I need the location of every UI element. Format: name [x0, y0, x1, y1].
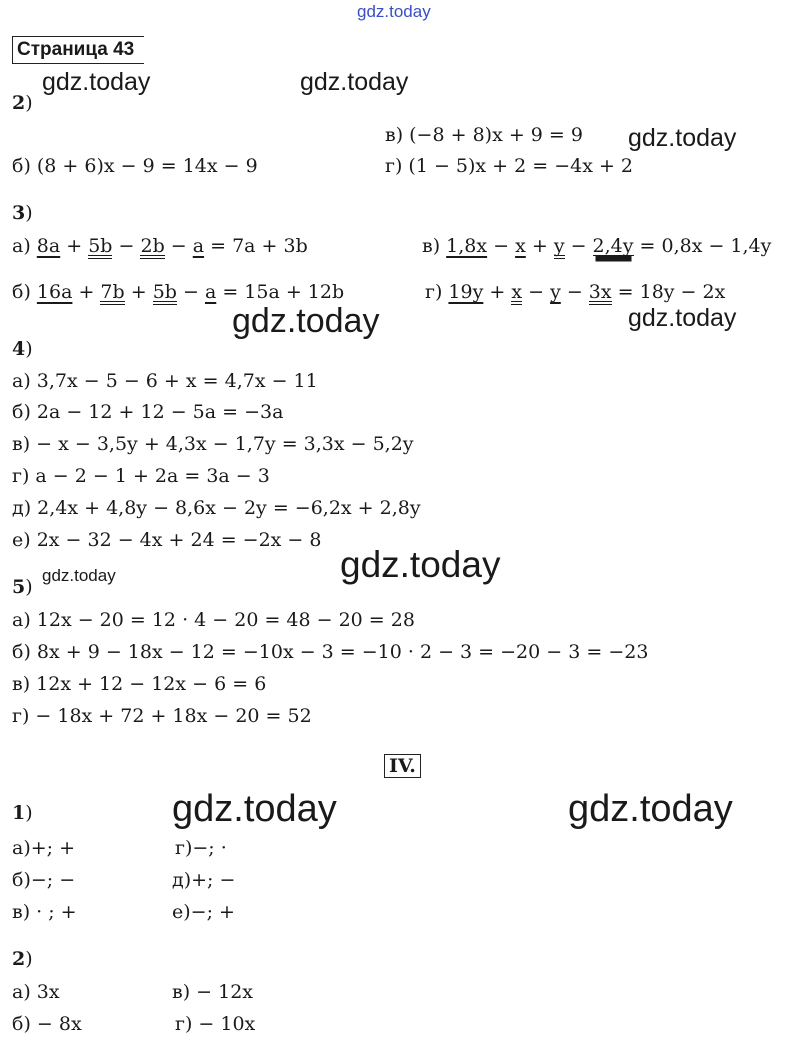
answer-iv1-a: а)+; + [12, 837, 76, 859]
watermark: gdz.today [568, 788, 733, 830]
equation-4a: а) 3,7x − 5 − 6 + x = 4,7x − 11 [12, 370, 318, 392]
equation-3b: б) 16a + 7b + 5b − a = 15a + 12b [12, 281, 345, 303]
watermark: gdz.today [340, 544, 501, 585]
answer-iv2-v: в) − 12x [172, 981, 254, 1003]
section-iv-1-title: 1) [12, 802, 33, 824]
equation-2b: б) (8 + 6)x − 9 = 14x − 9 [12, 155, 258, 177]
equation-3g: г) 19y + x − y − 3x = 18y − 2x [425, 281, 726, 303]
equation-4g: г) a − 2 − 1 + 2a = 3a − 3 [12, 465, 270, 487]
equation-2v: в) (−8 + 8)x + 9 = 9 [385, 124, 583, 146]
section-iv-2-title: 2) [12, 948, 33, 970]
watermark: gdz.today [42, 68, 151, 96]
section-title-4: 4) [12, 338, 33, 360]
roman-heading: IV. [384, 754, 421, 778]
top-watermark: gdz.today [357, 2, 431, 21]
equation-5g: г) − 18x + 72 + 18x − 20 = 52 [12, 705, 312, 727]
section-title-5: 5) [12, 576, 33, 598]
answer-iv2-a: а) 3x [12, 981, 60, 1003]
page-header: Страница 43 [12, 36, 144, 64]
section-title-3: 3) [12, 202, 33, 224]
watermark: gdz.today [628, 124, 737, 152]
watermark: gdz.today [172, 788, 337, 830]
answer-iv1-v: в) · ; + [12, 901, 77, 923]
answer-iv1-g: г)−; · [175, 837, 227, 859]
equation-2g: г) (1 − 5)x + 2 = −4x + 2 [385, 155, 634, 177]
watermark: gdz.today [232, 302, 380, 340]
watermark: gdz.today [628, 304, 737, 332]
equation-4b: б) 2a − 12 + 12 − 5a = −3a [12, 401, 284, 423]
answer-iv1-b: б)−; − [12, 869, 76, 891]
watermark: gdz.today [42, 566, 116, 585]
watermark: gdz.today [300, 68, 409, 96]
equation-5a: а) 12x − 20 = 12 · 4 − 20 = 48 − 20 = 28 [12, 609, 415, 631]
answer-iv2-g: г) − 10x [175, 1013, 256, 1035]
answer-iv1-e: е)−; + [172, 901, 235, 923]
answer-iv1-d: д)+; − [172, 869, 236, 891]
equation-4d: д) 2,4x + 4,8y − 8,6x − 2y = −6,2x + 2,8y [12, 497, 421, 519]
equation-5v: в) 12x + 12 − 12x − 6 = 6 [12, 673, 267, 695]
section-title-2: 2) [12, 92, 33, 114]
equation-5b: б) 8x + 9 − 18x − 12 = −10x − 3 = −10 · 2 − 3 = −20 − 3 = −23 [12, 641, 649, 663]
equation-3a: а) 8a + 5b − 2b − a = 7a + 3b [12, 235, 308, 257]
answer-iv2-b: б) − 8x [12, 1013, 82, 1035]
equation-3v: в) 1,8x − x + y − 2,4y = 0,8x − 1,4y [422, 235, 772, 257]
equation-4v: в) − x − 3,5y + 4,3x − 1,7y = 3,3x − 5,2y [12, 433, 414, 455]
equation-4e: е) 2x − 32 − 4x + 24 = −2x − 8 [12, 529, 322, 551]
